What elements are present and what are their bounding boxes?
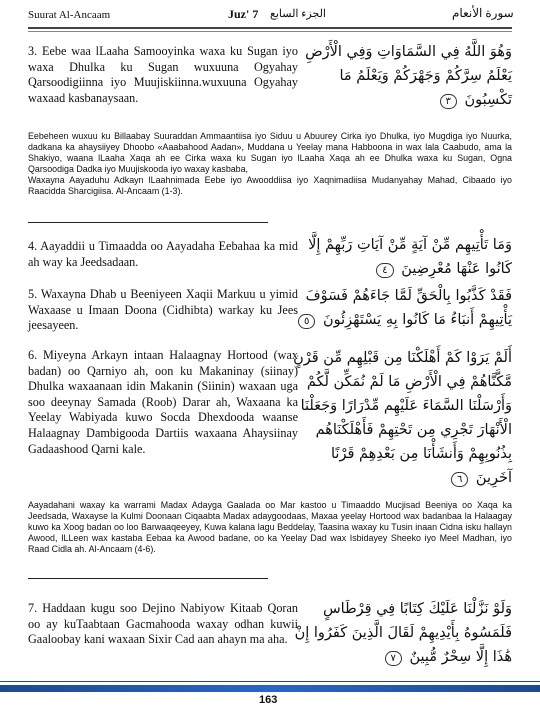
- running-header-surah-arabic: سورة الأنعام: [452, 6, 514, 20]
- verse-4-translation: 4. Aayaddii u Timaadda oo Aayadaha Eebahaa ka mid ah way ka Jeedsadaan.: [28, 239, 298, 269]
- footer-bar: [0, 685, 540, 692]
- verse-5-translation: 5. Waxayna Dhab u Beeniyeen Xaqii Markuu u yimid Waxaase u Imaan Doona (Cidhibta) warkay ku Jees jeesayeen.: [28, 287, 298, 333]
- verse-5-marker: ٥: [298, 314, 315, 329]
- footer-rule: [0, 681, 540, 682]
- commentary-2-paragraph-1: Aayadahani waxay ka warrami Madax Adayga Gaalada oo Mar kastoo u Timaaddo Mucjisad Beeniya oo Xaqa ka Jeedsada, Waxayse la Kulmi Doonaan Ciqaabta Madax adaygoodaas, Maxaa yeelay Hortood wax badanbaa la Halaagay kuwo ka Xoog badan oo loo Barwaaqeeyey, Kuwa kalana lagu Beddelay, Taasina waxay ku Tusin inaan Cidna isku hallayn Awood, ILLeen wax kastaba Eebaa ka Awood badane, oo ka Yeelay Dad wax Isbidayey Sheeko iyo Meel Madhan, iyo Raad Cidla ah. Al-Ancaam (4-6).: [28, 500, 512, 555]
- verse-3-marker: ٣: [440, 94, 457, 109]
- separator-2: [28, 578, 268, 579]
- verse-3-arabic: [292, 40, 512, 112]
- verse-4-marker: ٤: [376, 263, 393, 278]
- header-rule: [28, 27, 512, 29]
- commentary-1-paragraph-1: Eebeheen wuxuu ku Billaabay Suuraddan Ammaantiisa iyo Siduu u Abuurey Cirka iyo Dhulka, iyo Mugdiga iyo Nuurka, dadkana ka ahaysiiyey Dhoobo «Aaabahood Aadan», Muddana u Yeelay mana Habboona in wax lala Caabudo, ama la Shakiyo, waana lLaaha Xaqa ah ee Cirka waxa ku Sugan iyo lLaaha Xaqa ah ee Dhulka waxa ku Sugan, Ogna Qarsoodiga Dadka iyo Muujiskooda iyo waxay kasbaba,: [28, 131, 512, 175]
- verse-3-translation: 3. Eebe waa lLaaha Samooyinka waxa ku Sugan iyo waxa Dhulka ku Sugan wuxuuna Ogyahay Qarsoodigiinna iyo Muujiskiinna.wuxuuna Ogyahay waxaad kasbanaysaan.: [28, 44, 298, 105]
- verse-4-arabic: [292, 233, 512, 281]
- separator-1: [28, 222, 268, 223]
- verse-7-translation: 7. Haddaan kugu soo Dejino Nabiyow Kitaab Qoran oo ay kuTaabtaan Gacmahooda waxay odhan kuwii Gaaloobay kani waxaan Sixir Cad aan ahayn ma aha.: [28, 601, 298, 647]
- verse-5-arabic-text: فَقَدْ كَذَّبُوا بِالْحَقِّ لَمَّا جَاءَهُمْ فَسَوْفَ يَأْتِيهِمْ أَنبَاءُ مَا كَانُوا بِهِ يَسْتَهْزِئُونَ: [305, 288, 512, 328]
- running-header-juz-arabic: الجزء السابع: [270, 8, 326, 20]
- verse-6-translation: 6. Miyeyna Arkayn intaan Halaagnay Hortood (wax badan) oo Qarniyo ah, oon ku Makaninay (siinay) Dhulka waxaanaan idin Makanin (Siinin) waxaan uga soo deeynay Samada (Roob) Darar ah, Waxaana ka Yeelay Wabiyada kuwo Socda Dhexdooda waanse Halaagnay Dambigooda Dartiis waxaana Ahaysiinay Gadaashood Qarni kale.: [28, 348, 298, 456]
- verse-6-marker: ٦: [451, 472, 468, 487]
- page-number: 163: [259, 694, 278, 706]
- header-rule-thin: [28, 31, 512, 32]
- verse-6-arabic: [292, 346, 512, 490]
- commentary-block-1: [28, 131, 512, 198]
- verse-5-arabic: [292, 284, 512, 332]
- running-header-juz: Juz' 7: [228, 7, 259, 21]
- commentary-1-paragraph-2: Waxayna Aayaduhu Adkayn lLaahnimada Eebe iyo Awooddiisa iyo Xaqnimadiisa Mudanyahay Mahad, Cibaado iyo Raacidda Sharcigiisa. Al-Ancaam (1-3).: [28, 175, 512, 197]
- commentary-block-2: [28, 500, 512, 555]
- verse-7-marker: ٧: [385, 651, 402, 666]
- verse-3-arabic-text: وَهُوَ اللَّهُ فِي السَّمَاوَاتِ وَفِي الْأَرْضِ يَعْلَمُ سِرَّكُمْ وَجَهْرَكُمْ وَيَعْلَمُ مَا تَكْسِبُونَ: [305, 44, 512, 108]
- running-header-surah: Suurat Al-Ancaam: [28, 9, 111, 21]
- verse-6-arabic-text: أَلَمْ يَرَوْا كَمْ أَهْلَكْنَا مِن قَبْلِهِم مِّن قَرْنٍ مَّكَّنَّاهُمْ فِي الْأَرْضِ مَا لَمْ نُمَكِّن لَّكُمْ وَأَرْسَلْنَا السَّمَاءَ عَلَيْهِم مِّدْرَارًا وَجَعَلْنَا الْأَنْهَارَ تَجْرِي مِن تَحْتِهِمْ فَأَهْلَكْنَاهُم بِذُنُوبِهِمْ وَأَنشَأْنَا مِن بَعْدِهِمْ قَرْنًا آخَرِينَ: [293, 350, 512, 486]
- verse-4-arabic-text: وَمَا تَأْتِيهِم مِّنْ آيَةٍ مِّنْ آيَاتِ رَبِّهِمْ إِلَّا كَانُوا عَنْهَا مُعْرِضِينَ: [308, 237, 512, 277]
- verse-7-arabic-text: وَلَوْ نَزَّلْنَا عَلَيْكَ كِتَابًا فِي قِرْطَاسٍ فَلَمَسُوهُ بِأَيْدِيهِمْ لَقَالَ الَّذِينَ كَفَرُوا إِنْ هَٰذَا إِلَّا سِحْرٌ مُّبِينٌ: [294, 601, 512, 665]
- verse-7-arabic: [292, 597, 512, 669]
